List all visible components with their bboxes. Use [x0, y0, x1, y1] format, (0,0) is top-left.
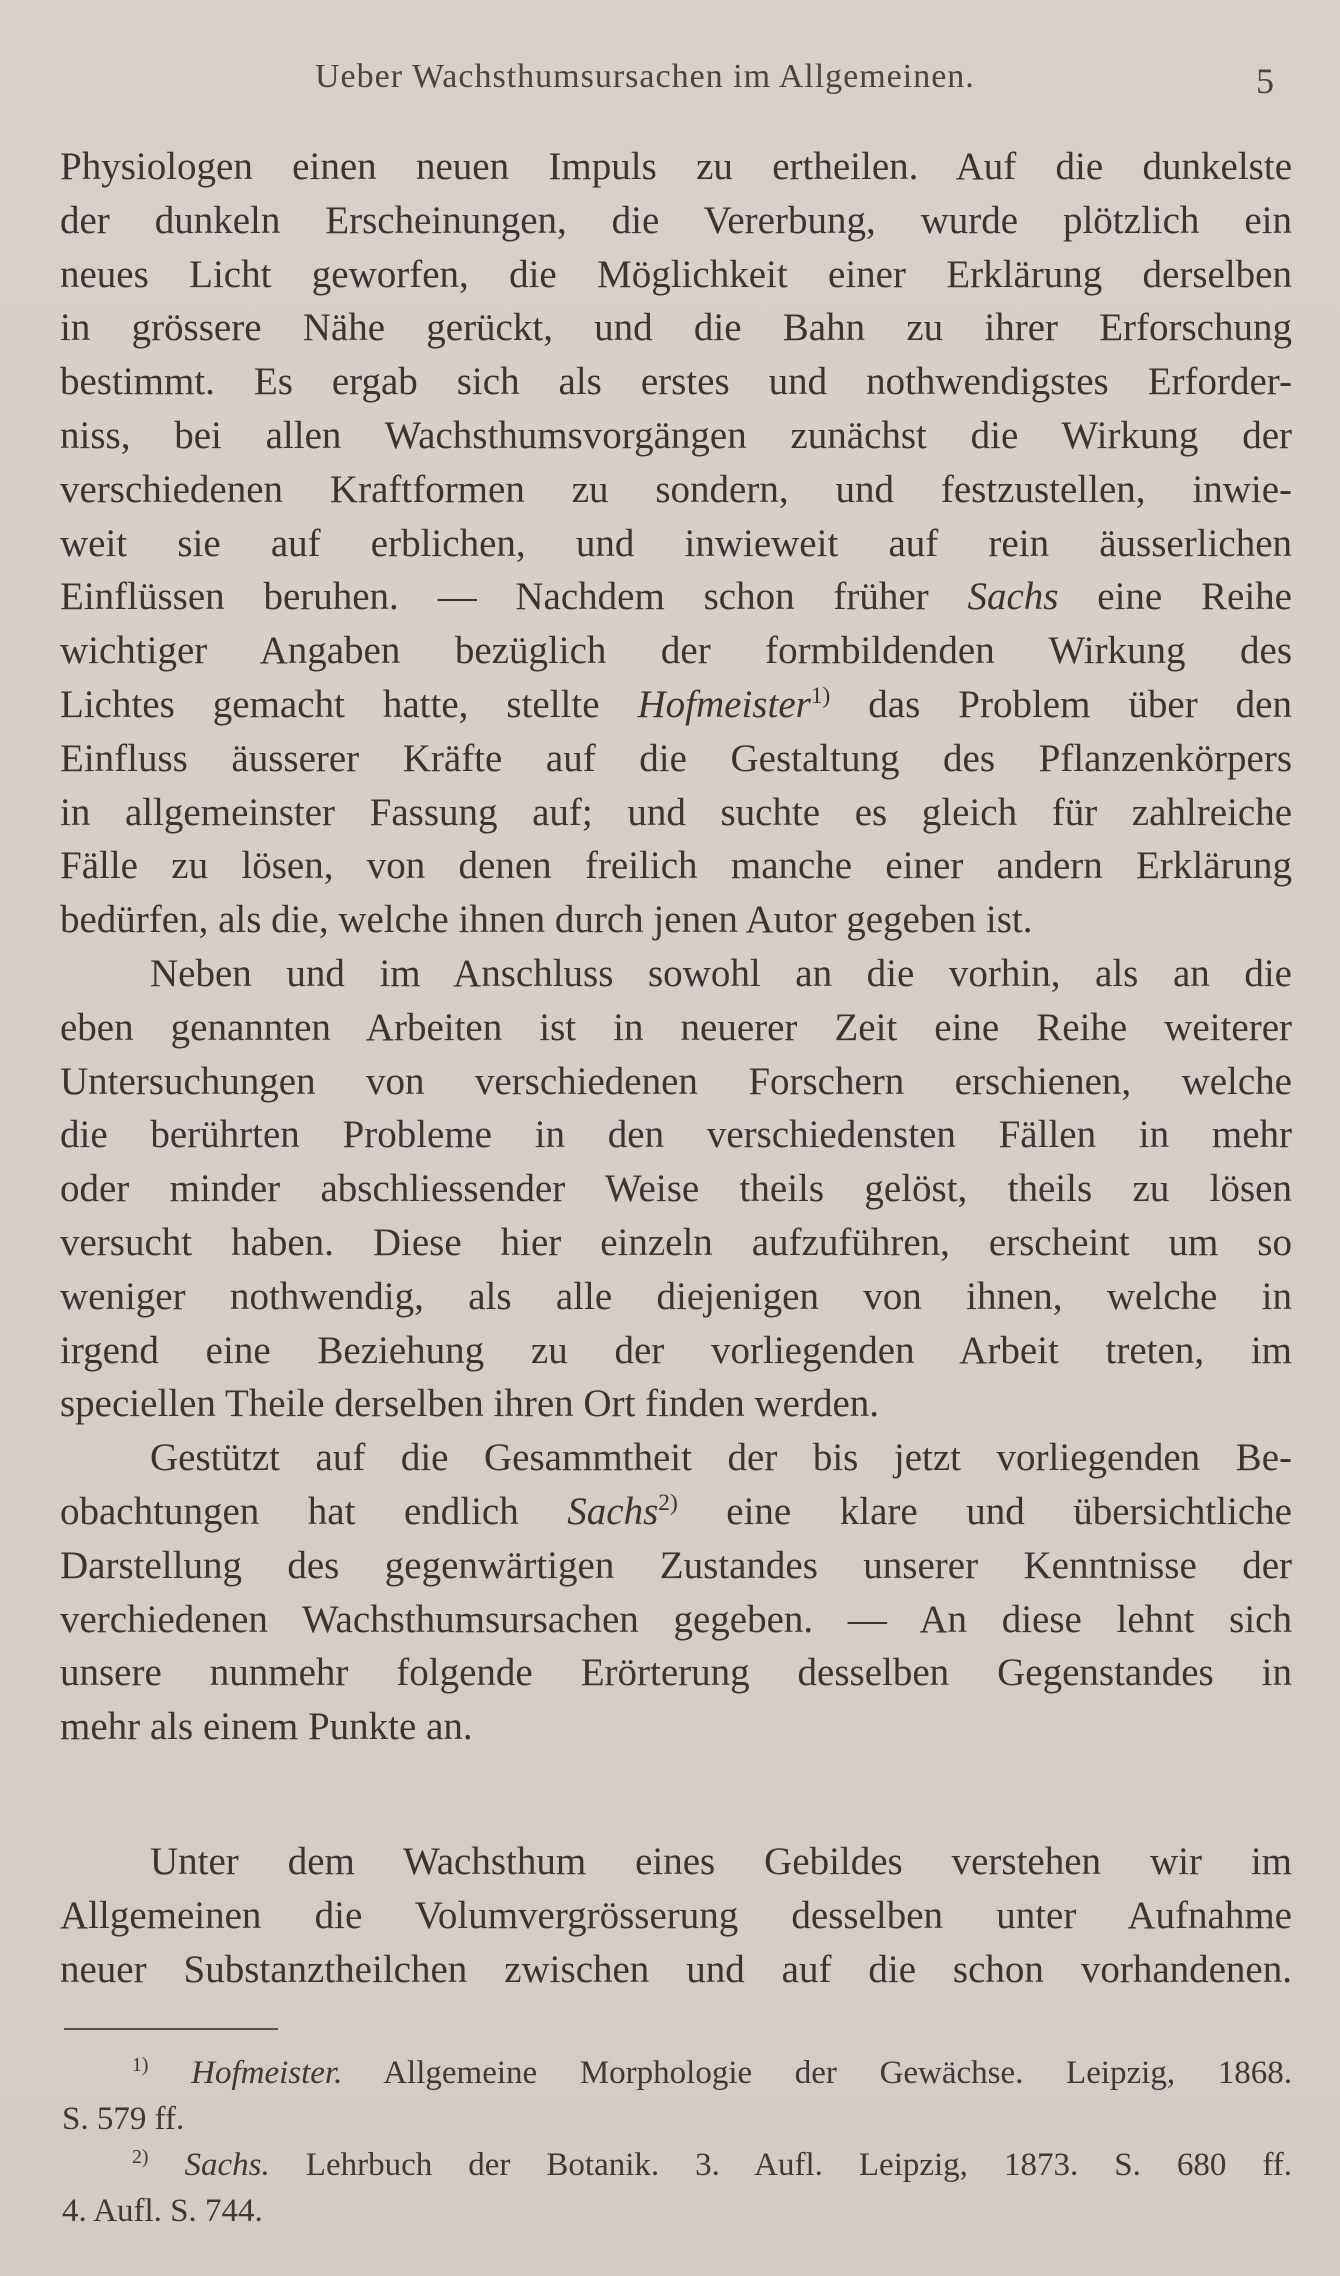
text-fragment: Lichtes gemacht hatte, stellte: [60, 682, 638, 726]
footnote-text: Lehrbuch der Botanik. 3. Aufl. Leipzig, 1873. S. 680 ff.: [269, 2147, 1292, 2183]
text-line: in allgemeinster Fassung auf; und suchte es gleich für zahlreiche: [60, 790, 1292, 834]
footnote-marker-1: 1): [132, 2054, 149, 2076]
text-fragment: eine klare und übersichtliche: [677, 1489, 1292, 1533]
text-line: eben genannten Arbeiten ist in neuerer Zeit eine Reihe weiterer: [60, 1005, 1292, 1049]
footnote-ref-2: 2): [658, 1489, 678, 1516]
text-line: bedürfen, als die, welche ihnen durch jenen Autor gegeben ist.: [60, 898, 1033, 942]
text-fragment: eine Reihe: [1058, 575, 1292, 619]
text-line: Darstellung des gegenwärtigen Zustandes unserer Kenntnisse der: [60, 1543, 1292, 1587]
footnote-divider: [64, 2028, 278, 2030]
running-title: Ueber Wachsthumsursachen im Allgemeinen.: [315, 58, 975, 95]
text-fragment: obachtungen hat endlich: [60, 1489, 568, 1533]
text-line-with-author: [60, 570, 1292, 624]
page-number: 5: [1256, 61, 1274, 101]
text-line: Einfluss äusserer Kräfte auf die Gestaltung des Pflanzenkörpers: [60, 736, 1292, 780]
text-line: niss, bei allen Wachsthumsvorgängen zunächst die Wirkung der: [60, 413, 1292, 457]
text-line: der dunkeln Erscheinungen, die Vererbung, wurde plötzlich ein: [60, 198, 1292, 242]
text-fragment: das Problem über den: [830, 682, 1292, 726]
footnote-author: Hofmeister.: [191, 2055, 343, 2091]
section-gap: [60, 1754, 1292, 1835]
text-line: neues Licht geworfen, die Möglichkeit einer Erklärung derselben: [60, 252, 1292, 296]
text-line: bestimmt. Es ergab sich als erstes und nothwendigstes Erforder-: [60, 360, 1292, 404]
text-line: Physiologen einen neuen Impuls zu ertheilen. Auf die dunkelste: [60, 145, 1292, 188]
paragraph-4: [60, 1835, 1292, 1996]
footnote-text: Allgemeine Morphologie der Gewächse. Leipzig, 1868.: [342, 2055, 1292, 2091]
text-line-with-author: [60, 1485, 1292, 1539]
text-line: in grössere Nähe gerückt, und die Bahn zu ihrer Erforschung: [60, 306, 1292, 350]
footnote-2: [62, 2142, 1292, 2188]
text-line: speciellen Theile derselben ihren Ort finden werden.: [60, 1382, 880, 1426]
author-name-sachs: Sachs: [567, 1489, 659, 1533]
text-line: Fälle zu lösen, von denen freilich manche einer andern Erklärung: [60, 844, 1292, 888]
text-line: wichtiger Angaben bezüglich der formbildenden Wirkung des: [60, 629, 1292, 673]
text-line: weniger nothwendig, als alle diejenigen von ihnen, welche in: [60, 1274, 1292, 1318]
footnote-author: Sachs.: [184, 2147, 270, 2183]
footnote-marker-2: 2): [132, 2146, 149, 2168]
paragraph-3: [60, 1431, 1292, 1754]
body-text: [60, 140, 1292, 1996]
text-line: verschiedenen Kraftformen zu sondern, und festzustellen, inwie-: [60, 467, 1292, 511]
footnote-2-continued: 4. Aufl. S. 744.: [62, 2193, 263, 2229]
text-line: Untersuchungen von verschiedenen Forschern erschienen, welche: [60, 1059, 1292, 1103]
text-line-with-author: [60, 678, 1292, 732]
text-line: weit sie auf erblichen, und inwieweit auf rein äusserlichen: [60, 521, 1292, 565]
text-line: mehr als einem Punkte an.: [60, 1705, 473, 1749]
text-line: Unter dem Wachsthum eines Gebildes verstehen wir im: [150, 1839, 1292, 1883]
footnotes: [62, 2050, 1292, 2234]
author-name-sachs: Sachs: [967, 575, 1059, 619]
footnote-ref-1: 1): [810, 682, 831, 709]
footnote-1: [62, 2050, 1292, 2096]
paragraph-2: [60, 947, 1292, 1431]
text-line: Allgemeinen die Volumvergrösserung desselben unter Aufnahme: [60, 1893, 1292, 1937]
text-line: neuer Substanztheilchen zwischen und auf die schon vorhandenen.: [60, 1947, 1292, 1991]
text-line: die berührten Probleme in den verschiedensten Fällen in mehr: [60, 1113, 1292, 1157]
text-line: unsere nunmehr folgende Erörterung desselben Gegenstandes in: [60, 1651, 1292, 1695]
text-line: oder minder abschliessender Weise theils gelöst, theils zu lösen: [60, 1167, 1292, 1211]
running-header: [60, 58, 1290, 101]
author-name-hofmeister: Hofmeister: [637, 682, 811, 726]
text-line: irgend eine Beziehung zu der vorliegenden Arbeit treten, im: [60, 1328, 1292, 1372]
text-line: Neben und im Anschluss sowohl an die vorhin, als an die: [150, 951, 1292, 995]
footnote-1-continued: S. 579 ff.: [62, 2101, 185, 2137]
text-line: Gestützt auf die Gesammtheit der bis jetzt vorliegenden Be-: [150, 1436, 1292, 1480]
text-line: versucht haben. Diese hier einzeln aufzuführen, erscheint um so: [60, 1220, 1292, 1264]
text-line: verchiedenen Wachsthumsursachen gegeben. — An diese lehnt sich: [60, 1597, 1292, 1641]
paragraph-1: [60, 140, 1292, 947]
text-fragment: Einflüssen beruhen. — Nachdem schon früher: [60, 575, 968, 619]
